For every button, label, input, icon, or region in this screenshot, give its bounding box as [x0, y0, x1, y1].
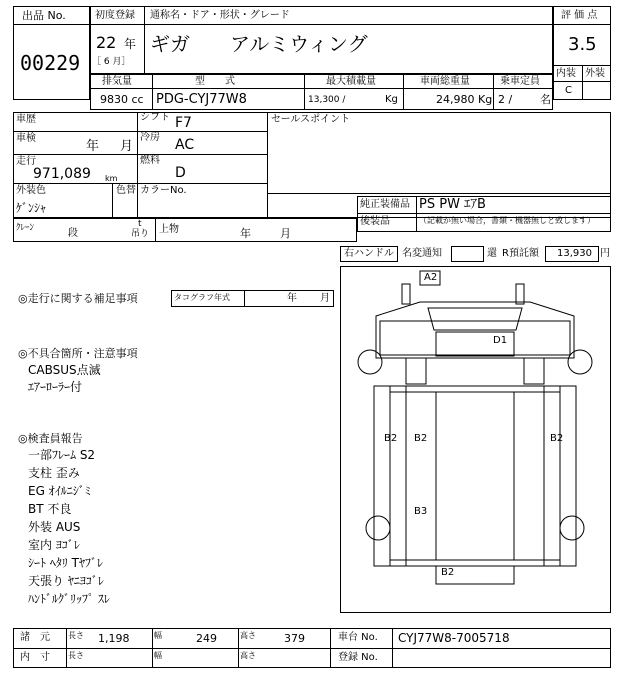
wheel-front-right-icon — [568, 350, 592, 374]
dims-label: 諸 元 — [20, 632, 50, 643]
chassis-label: 車台 No. — [338, 632, 378, 643]
sales-point-label: セールスポイント — [271, 114, 351, 125]
aftermarket-note: （記載が無い場合，書類・機器無しと致します） — [419, 216, 595, 225]
exterior-color: ｹﾞﾝｼｬ — [16, 201, 47, 215]
rhd-label: 右ハンドル — [344, 248, 394, 259]
lot-no: 00229 — [20, 51, 81, 75]
crane-label: ｸﾚｰﾝ — [16, 223, 35, 233]
wheel-rear-right-icon — [560, 516, 584, 540]
wheel-rear-left-icon — [366, 516, 390, 540]
crane-t: t — [138, 219, 142, 229]
tacho-month: 月 — [320, 293, 330, 304]
crane-steps: 段 — [68, 228, 78, 239]
displacement-label: 排気量 — [102, 76, 132, 87]
year-unit: 年 — [124, 37, 137, 51]
inspection-month: 月 — [120, 139, 134, 154]
windshield — [428, 308, 522, 330]
inspector-title: ◎検査員報告 — [18, 432, 83, 445]
damage-mark: B2 — [550, 433, 564, 444]
model-name: ギガ アルミウィング — [150, 32, 368, 56]
refund-prefix: 還 — [487, 248, 497, 259]
ac-label: 冷房 — [140, 132, 160, 143]
mileage-label: 走行 — [16, 156, 36, 167]
model-name-label: 通称名・ドア・形状・グレード — [150, 10, 290, 21]
length-label: 長さ — [68, 631, 84, 640]
interior-grade: C — [565, 85, 572, 96]
width-label: 幅 — [154, 651, 162, 660]
width: 249 — [196, 632, 217, 645]
mirror-right-icon — [516, 284, 524, 304]
max-load-unit: Kg — [385, 94, 398, 105]
inspector-item: 室内 ﾖｺﾞﾚ — [28, 538, 80, 552]
crane-lift: 吊り — [131, 229, 150, 239]
genuine-equipment: PS PW ｴｱB — [419, 197, 486, 212]
history-label: 車歴 — [16, 114, 36, 125]
damage-mark: B2 — [414, 433, 428, 444]
recycle-deposit-label: R預託額 — [502, 248, 539, 259]
exterior-color-label: 外装色 — [16, 185, 46, 196]
mileage: 971,089 — [33, 166, 91, 182]
shift: F7 — [175, 115, 192, 131]
model-code-label: 型 式 — [195, 76, 235, 87]
width-label: 幅 — [154, 631, 162, 640]
mileage-unit: km — [105, 174, 118, 183]
first-reg-label: 初度登録 — [95, 10, 135, 21]
capacity: 2 / — [498, 93, 513, 106]
fuel: D — [175, 165, 186, 181]
body-month: 月 — [280, 227, 291, 240]
shift-label: シフト — [140, 112, 170, 123]
capacity-unit: 名 — [540, 93, 551, 106]
inspector-item: ﾊﾝﾄﾞﾙｸﾞﾘｯﾌﾟ ｽﾚ — [28, 592, 110, 606]
ac: AC — [175, 137, 195, 153]
inspection-year: 年 — [86, 139, 100, 154]
recycle-deposit: 13,930 — [557, 248, 592, 259]
body-year: 年 — [240, 227, 251, 240]
color-no-label: カラーNo. — [140, 185, 187, 196]
interior-grade-label: 内装 — [556, 68, 576, 79]
grade-label: 評 価 点 — [561, 10, 598, 21]
defect-item: CABSUS点滅 — [28, 363, 101, 377]
reg-no-label: 登録 No. — [338, 652, 378, 663]
overall-grade: 3.5 — [568, 34, 597, 55]
mirror-left-icon — [402, 284, 410, 304]
damage-mark: B2 — [441, 567, 455, 578]
height-label: 高さ — [240, 651, 256, 660]
inspector-item: 天張り ﾔﾆﾖｺﾞﾚ — [28, 574, 104, 588]
inspector-item: ｼｰﾄ ﾍﾀﾘ Tﾔﾌﾞﾚ — [28, 556, 103, 570]
fuel-label: 燃料 — [140, 155, 160, 166]
length: 1,198 — [98, 632, 130, 645]
height: 379 — [284, 632, 305, 645]
height-label: 高さ — [240, 631, 256, 640]
chassis-no: CYJ77W8-7005718 — [398, 631, 510, 645]
displacement: 9830 cc — [100, 93, 144, 106]
damage-mark: A2 — [424, 272, 438, 283]
color-change-label: 色替 — [116, 185, 136, 196]
model-code: PDG-CYJ77W8 — [156, 92, 247, 107]
gross-weight-label: 車両総重量 — [420, 76, 470, 87]
max-load-label: 最大積載量 — [326, 76, 376, 87]
wheel-front-left-icon — [358, 350, 382, 374]
inspection-label: 車検 — [16, 133, 36, 144]
truck-diagram — [340, 266, 611, 613]
exterior-grade-label: 外装 — [585, 68, 605, 79]
cargo-box — [390, 386, 560, 566]
inspector-item: 支柱 歪み — [28, 466, 80, 480]
crane-box — [13, 218, 357, 242]
damage-mark: B3 — [414, 506, 428, 517]
damage-mark: D1 — [493, 335, 508, 346]
genuine-label: 純正装備品 — [360, 199, 410, 210]
name-change-box — [451, 246, 484, 262]
body-top-label: 上物 — [159, 224, 179, 235]
inner-dims-label: 内 寸 — [20, 652, 50, 663]
gross-weight: 24,980 Kg — [436, 93, 493, 106]
first-reg-year: 22 — [96, 33, 117, 52]
inspector-item: 一部ﾌﾚｰﾑ S2 — [28, 448, 96, 462]
aftermarket-label: 後装品 — [360, 216, 390, 227]
damage-mark: B2 — [384, 433, 398, 444]
defects-title: ◎不具合箇所・注意事項 — [18, 347, 138, 360]
recycle-deposit-unit: 円 — [600, 248, 610, 259]
defect-item: ｴｱｰﾛｰﾗｰ付 — [28, 380, 83, 394]
inspector-item: 外装 AUS — [28, 520, 81, 534]
tacho-year: 年 — [287, 293, 297, 304]
name-change-label: 名変通知 — [402, 248, 442, 259]
first-reg-month: ［ 6 月］ — [92, 57, 131, 67]
capacity-label: 乗車定員 — [500, 76, 540, 87]
inspector-item: BT 不良 — [28, 502, 72, 516]
max-load: 13,300 / — [308, 95, 346, 105]
inspector-item: EG ｵｲﾙﾆｼﾞﾐ — [28, 484, 91, 498]
tacho-label: タコグラフ年式 — [174, 293, 230, 302]
driving-notes-title: ◎走行に関する補足事項 — [18, 292, 138, 305]
lot-no-label: 出品 No. — [22, 9, 66, 22]
length-label: 長さ — [68, 651, 84, 660]
